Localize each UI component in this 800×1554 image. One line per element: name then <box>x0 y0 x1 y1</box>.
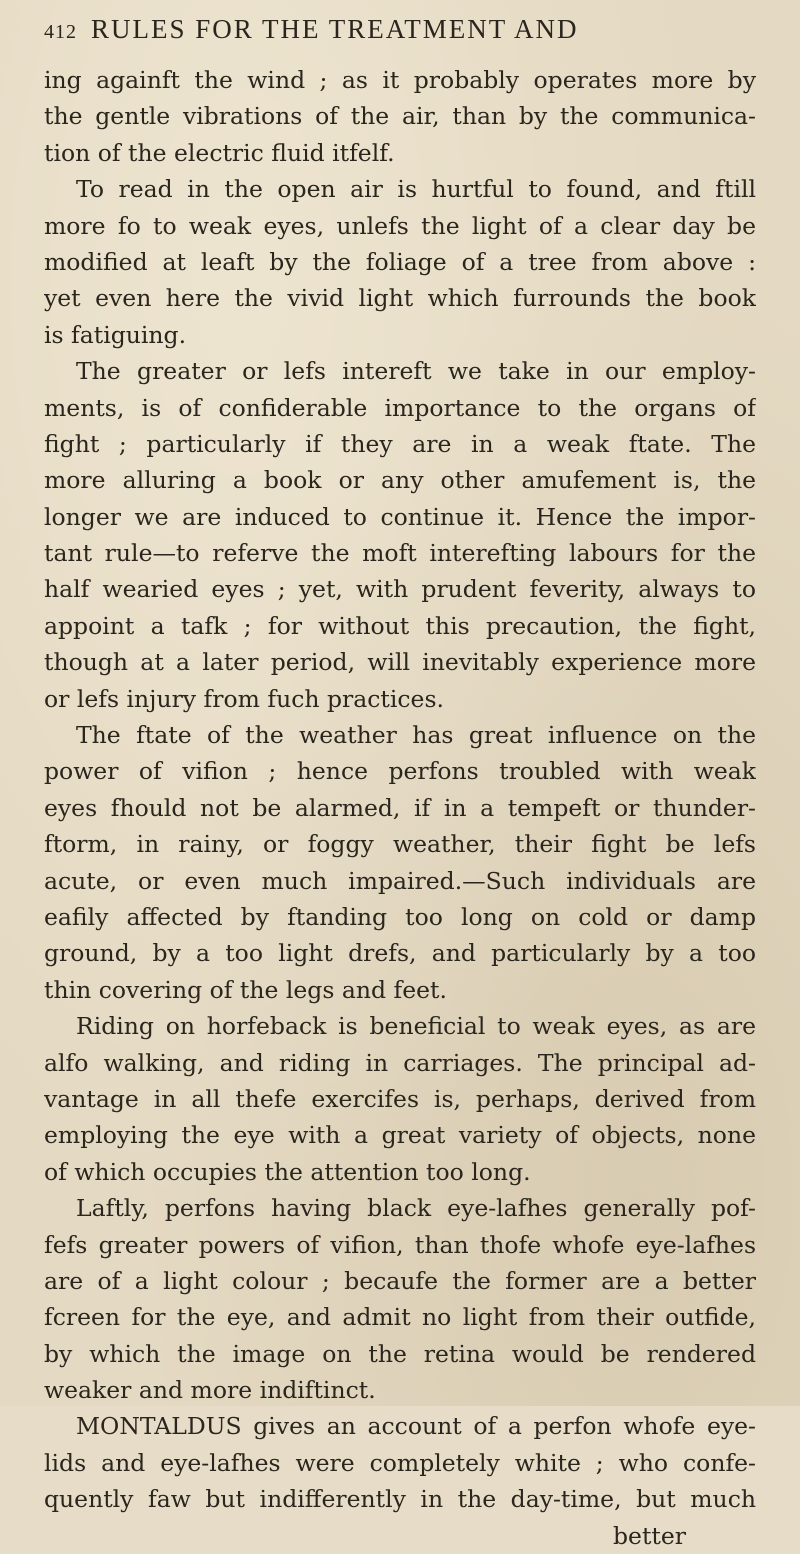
text-line: appoint a tafk ; for without this precaution, the fight, <box>44 611 756 640</box>
running-head <box>44 14 756 62</box>
text-line: the gentle vibrations of the air, than by the communica- <box>44 102 756 131</box>
text-line: tant rule—to referve the moft interefting labours for the <box>44 539 756 568</box>
text-line: alfo walking, and riding in carriages. The principal ad- <box>44 1048 756 1077</box>
text-line: or lefs injury from fuch practices. <box>44 684 444 713</box>
paragraph-start-line: The greater or lefs intereft we take in our employ- <box>76 357 756 386</box>
paragraph-start-line: Riding on horfeback is beneficial to weak eyes, as are <box>76 1012 756 1041</box>
paragraph-start-line: The ftate of the weather has great influence on the <box>76 721 756 750</box>
page-number: 412 <box>44 21 77 43</box>
text-line: employing the eye with a great variety of objects, none <box>44 1121 756 1150</box>
text-line: vantage in all thefe exercifes is, perhaps, derived from <box>44 1084 756 1113</box>
text-line: fight ; particularly if they are in a weak ftate. The <box>44 429 756 458</box>
text-line: weaker and more indiftinct. <box>44 1376 376 1405</box>
text-line: by which the image on the retina would be rendered <box>44 1339 756 1368</box>
text-line: ing againft the wind ; as it probably operates more by <box>44 66 756 94</box>
text-line: fefs greater powers of vifion, than thofe whofe eye-lafhes <box>44 1230 756 1259</box>
text-line: ftorm, in rainy, or foggy weather, their fight be lefs <box>44 830 756 859</box>
text-line: thin covering of the legs and feet. <box>44 975 447 1004</box>
text-line: modified at leaft by the foliage of a tree from above : <box>44 247 756 276</box>
text-line: yet even here the vivid light which furrounds the book <box>44 284 756 313</box>
text-line: lids and eye-lafhes were completely white ; who confe- <box>44 1448 756 1477</box>
text-line: more alluring a book or any other amufement is, the <box>44 466 756 495</box>
text-line: longer we are induced to continue it. Hence the impor- <box>44 502 756 531</box>
body-text <box>44 62 756 1554</box>
text-line: is fatiguing. <box>44 320 187 349</box>
text-line: ground, by a too light drefs, and particularly by a too <box>44 939 756 968</box>
paragraph-start-line: To read in the open air is hurtful to found, and ftill <box>76 175 756 204</box>
text-line: tion of the electric fluid itfelf. <box>44 138 395 167</box>
paragraph-start-line: MONTALDUS gives an account of a perfon whofe eye- <box>76 1412 756 1441</box>
text-line: half wearied eyes ; yet, with prudent feverity, always to <box>44 575 756 604</box>
text-line: of which occupies the attention too long. <box>44 1157 531 1186</box>
paragraph-start-line: Laftly, perfons having black eye-lafhes generally pof- <box>76 1194 756 1223</box>
text-line: though at a later period, will inevitably experience more <box>44 648 756 677</box>
catchword: better <box>613 1521 686 1550</box>
text-line: acute, or even much impaired.—Such individuals are <box>44 866 756 895</box>
text-line: quently faw but indifferently in the day-time, but much <box>44 1485 756 1514</box>
text-line: eafily affected by ftanding too long on cold or damp <box>44 902 756 931</box>
text-line: more fo to weak eyes, unlefs the light of a clear day be <box>44 211 756 240</box>
text-line: are of a light colour ; becaufe the former are a better <box>44 1266 756 1295</box>
text-line: eyes fhould not be alarmed, if in a tempeft or thunder- <box>44 793 756 822</box>
text-line: ments, is of confiderable importance to the organs of <box>44 393 756 422</box>
running-title: RULES FOR THE TREATMENT AND <box>91 14 579 44</box>
text-line: power of vifion ; hence perfons troubled with weak <box>44 757 756 786</box>
text-line: fcreen for the eye, and admit no light from their outfide, <box>44 1303 756 1332</box>
